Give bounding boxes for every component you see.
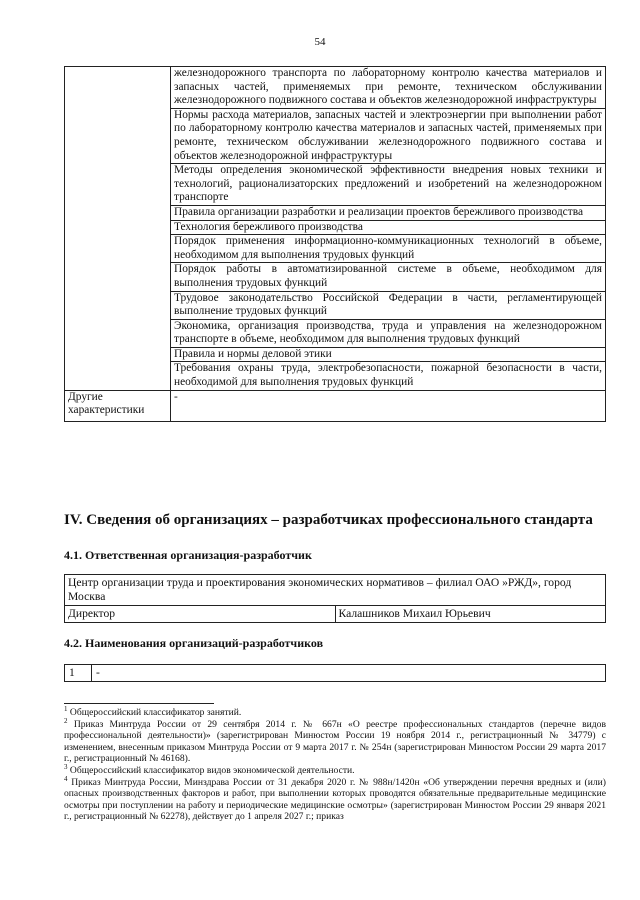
footnote <box>64 716 606 765</box>
footnote-text: Приказ Минтруда России от 29 сентября 2014 г. № 667н «О реестре профессиональных стандартов (перечне видов профессиональной деятельности)» (зарегистрирован Минюстом России 19 ноября 2014 г., регистрационный № 34779) с изменением, внесенным приказом Минтруда России от 9 марта 2017 г. № 254н (зарегистрирован Минюстом России 29 марта 2017 г., регистрационный № 46168). <box>64 718 606 765</box>
footnote <box>64 774 606 823</box>
table-cell: Методы определения экономической эффективности внедрения новых техники и технологий, рационализаторских предложений и изобретений на железнодорожном транспорте <box>171 164 606 206</box>
table-row <box>65 575 606 606</box>
developer-number-cell: 1 <box>65 665 92 682</box>
responsible-org-heading: 4.1. Ответственная организация-разработчик <box>64 548 312 562</box>
org-name-cell: Центр организации труда и проектирования экономических нормативов – филиал ОАО »РЖД», город Москва <box>65 575 606 606</box>
other-characteristics-value: - <box>171 390 606 421</box>
footnote-divider <box>64 703 214 704</box>
footnote-mark: 3 <box>64 762 68 771</box>
footnote-text: Общероссийский классификатор видов экономической деятельности. <box>69 764 355 776</box>
table-cell: Требования охраны труда, электробезопасности, пожарной безопасности в части, необходимой для выполнения трудовых функций <box>171 362 606 390</box>
footnote <box>64 704 606 719</box>
footnote-mark: 4 <box>64 774 68 783</box>
other-characteristics-label: Другие характеристики <box>65 390 171 421</box>
footnote <box>64 762 606 777</box>
other-characteristics-row <box>65 390 606 421</box>
table-cell: железнодорожного транспорта по лабораторному контролю качества материалов и запасных частей, применяемых при ремонте, техническом обслуживании железнодорожного подвижного состава и объектов железнодорожной инфраструктуры <box>171 67 606 109</box>
footnote-mark: 2 <box>64 716 68 725</box>
section-heading: IV. Сведения об организациях – разработчиках профессионального стандарта <box>64 512 593 528</box>
table-cell: Правила и нормы деловой этики <box>171 347 606 362</box>
table-cell: Трудовое законодательство Российской Федерации в части, регламентирующей выполнение трудовых функций <box>171 291 606 319</box>
table-cell: Экономика, организация производства, труда и управления на железнодорожном транспорте в объеме, необходимом для выполнения трудовых функций <box>171 319 606 347</box>
footnote-mark: 1 <box>64 704 68 713</box>
knowledge-table <box>64 66 606 422</box>
footnote-text: Общероссийский классификатор занятий. <box>69 707 242 718</box>
table-cell: Порядок применения информационно-коммуникационных технологий в объеме, необходимом для выполнения трудовых функций <box>171 235 606 263</box>
director-name-cell: Калашников Михаил Юрьевич <box>335 606 606 623</box>
table-row <box>65 67 606 109</box>
footnotes <box>64 704 606 823</box>
table-cell: Нормы расхода материалов, запасных частей и электроэнергии при выполнении работ по лабораторному контролю качества материалов и запасных частей, применяемых при ремонте, техническом обслуживании железнодорожного подвижного состава и объектов железнодорожной инфраструктуры <box>171 108 606 163</box>
director-label-cell: Директор <box>65 606 336 623</box>
developers-heading: 4.2. Наименования организаций-разработчиков <box>64 636 324 650</box>
table-row <box>65 606 606 623</box>
table-cell: Технология бережливого производства <box>171 220 606 235</box>
developers-table <box>64 664 606 682</box>
page-number: 54 <box>314 36 326 48</box>
table-cell: Порядок работы в автоматизированной системе в объеме, необходимом для выполнения трудовых функций <box>171 263 606 291</box>
table-cell: Правила организации разработки и реализации проектов бережливого производства <box>171 205 606 220</box>
table-row <box>65 665 606 682</box>
footnote-text: Приказ Минтруда России, Минздрава России от 31 декабря 2020 г. № 988н/1420н «Об утверждении перечня вредных и (или) опасных производственных факторов и работ, при выполнении которых проводятся обязательные предварительные медицинские осмотры при поступлении на работу и периодические медицинские осмотры» (зарегистрирован Минюстом России 29 января 2021 г., регистрационный № 62278), действует до 1 апреля 2027 г.; приказ <box>64 776 606 823</box>
table-label-cell <box>65 67 171 391</box>
responsible-org-table <box>64 574 606 623</box>
developer-name-cell: - <box>92 665 606 682</box>
